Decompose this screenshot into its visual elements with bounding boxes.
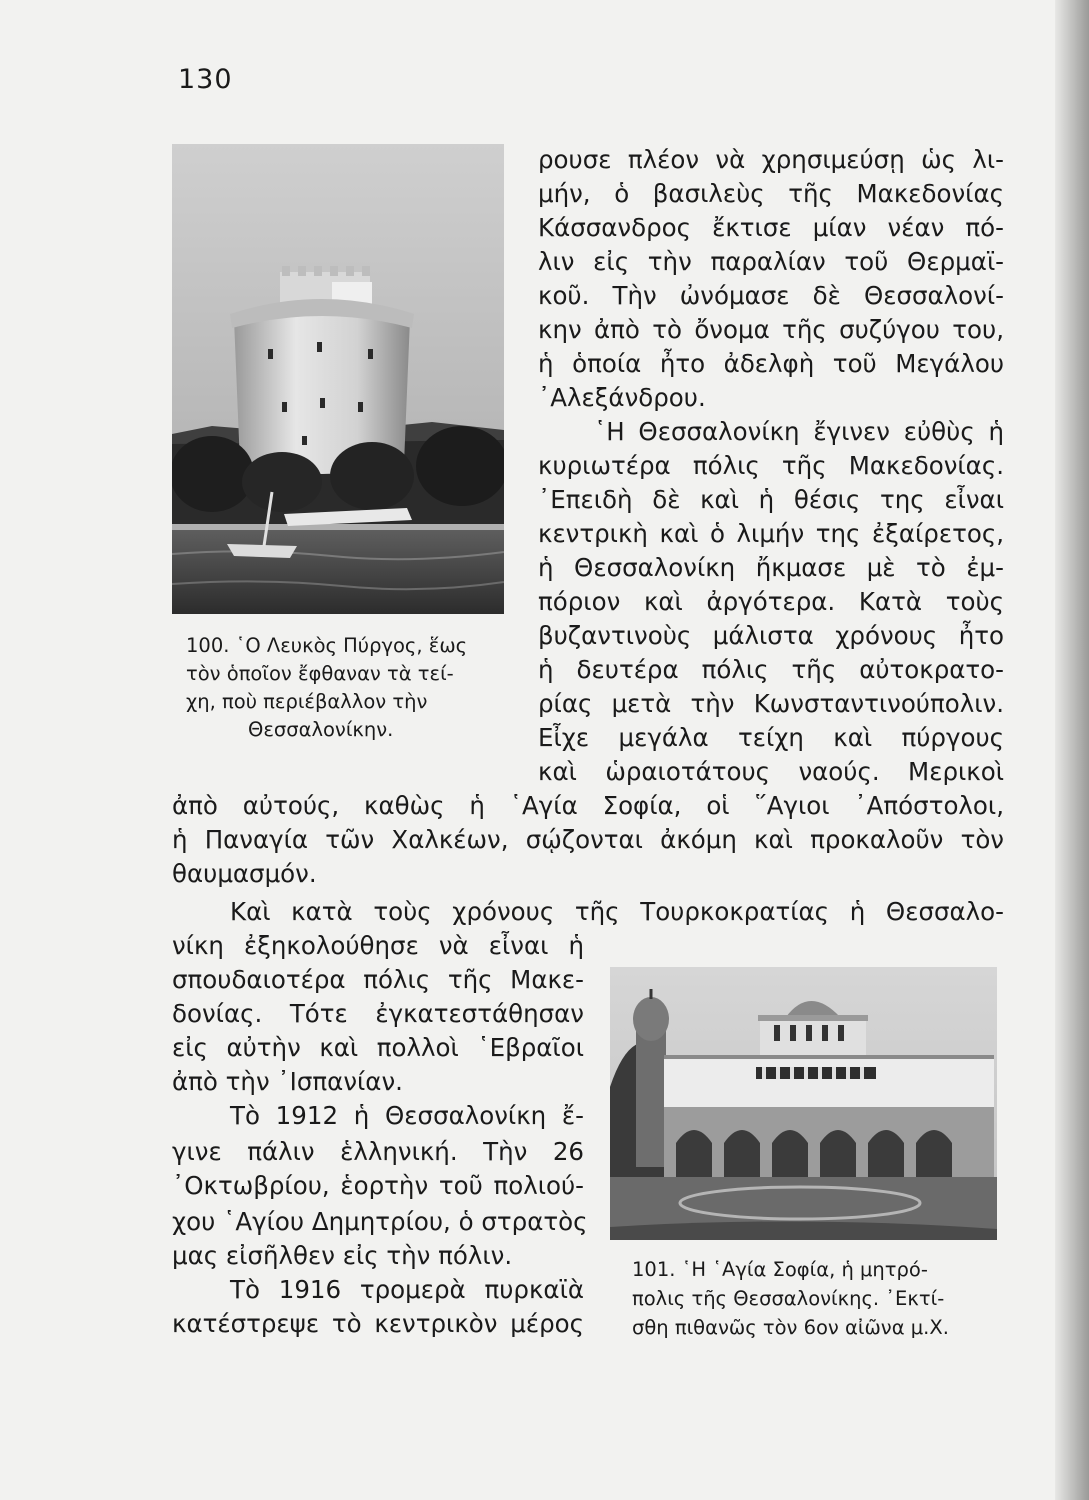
text-line: θαυμασμόν. <box>172 859 317 888</box>
hagia-sophia-photo <box>610 967 997 1240</box>
text-line: Τὸ 1916 τρομερὰ πυρκαϊὰ <box>230 1275 584 1304</box>
text-line: Κάσσανδρος ἔκτισε μίαν νέαν πό- <box>538 213 1004 242</box>
text-line: πόριον καὶ ἀργότερα. Κατὰ τοὺς <box>538 587 1004 616</box>
text-line: κην ἀπὸ τὸ ὄνομα τῆς συζύγου του, <box>538 315 1004 344</box>
text-line: ᾿Επειδὴ δὲ καὶ ἡ θέσις της εἶναι <box>538 485 1004 514</box>
text-line: ἀπὸ αὐτούς, καθὼς ἡ ῾Αγία Σοφία, οἱ ῞Αγιοι ᾿Απόστολοι, <box>172 791 1004 820</box>
figure-caption-101: σθη πιθανῶς τὸν 6ον αἰῶνα μ.Χ. <box>632 1316 949 1339</box>
page-number: 130 <box>178 64 233 95</box>
text-line: ἡ δευτέρα πόλις τῆς αὐτοκρατο- <box>538 655 1004 684</box>
text-line: κυριωτέρα πόλις τῆς Μακεδονίας. <box>538 451 1004 480</box>
page-edge-shadow <box>1055 0 1089 1500</box>
text-line: νίκη ἐξηκολούθησε νὰ εἶναι ἡ <box>172 931 584 960</box>
text-line: μας εἰσῆλθεν εἰς τὴν πόλιν. <box>172 1241 513 1270</box>
text-line: Καὶ κατὰ τοὺς χρόνους τῆς Τουρκοκρατίας ἡ Θεσσαλο- <box>230 897 1004 926</box>
text-line: δονίας. Τότε ἐγκατεστάθησαν <box>172 999 584 1028</box>
text-line: Εἶχε μεγάλα τείχη καὶ πύργους <box>538 723 1004 752</box>
text-line: γινε πάλιν ἑλληνική. Τὴν 26 <box>172 1137 584 1166</box>
text-line: ἡ Παναγία τῶν Χαλκέων, σῴζονται ἀκόμη καὶ προκαλοῦν τὸν <box>172 825 1004 854</box>
text-line: χου ῾Αγίου Δημητρίου, ὁ στρατὸς <box>172 1207 588 1236</box>
text-line: εἰς αὐτὴν καὶ πολλοὶ ῾Εβραῖοι <box>172 1033 584 1062</box>
figure-caption-101: πολις τῆς Θεσσαλονίκης. ᾿Εκτί- <box>632 1287 945 1310</box>
figure-caption-100: χη, ποὺ περιέβαλλον τὴν <box>186 690 428 713</box>
text-line: κατέστρεψε τὸ κεντρικὸν μέρος <box>172 1309 584 1338</box>
text-line: ρουσε πλέον νὰ χρησιμεύσῃ ὡς λι- <box>538 145 1004 174</box>
figure-caption-100: τὸν ὁποῖον ἔφθαναν τὰ τεί- <box>186 662 454 685</box>
text-line: σπουδαιοτέρα πόλις τῆς Μακε- <box>172 965 584 994</box>
text-line: βυζαντινοὺς μάλιστα χρόνους ἦτο <box>538 621 1004 650</box>
text-line: ρίας μετὰ τὴν Κωνσταντινούπολιν. <box>538 689 1004 718</box>
text-line: Τὸ 1912 ἡ Θεσσαλονίκη ἔ- <box>230 1101 584 1130</box>
text-line: ᾿Αλεξάνδρου. <box>538 383 706 412</box>
text-line: ᾿Οκτωβρίου, ἑορτὴν τοῦ πολιού- <box>172 1171 584 1200</box>
figure-caption-101: 101. ῾Η ῾Αγία Σοφία, ἡ μητρό- <box>632 1258 928 1281</box>
text-line: ἀπὸ τὴν ᾿Ισπανίαν. <box>172 1067 403 1096</box>
figure-caption-100: 100. ῾Ο Λευκὸς Πύργος, ἕως <box>186 634 468 657</box>
text-line: λιν εἰς τὴν παραλίαν τοῦ Θερμαϊ- <box>538 247 1004 276</box>
text-line: κεντρικὴ καὶ ὁ λιμήν της ἐξαίρετος, <box>538 519 1004 548</box>
text-line: κοῦ. Τὴν ὠνόμασε δὲ Θεσσαλονί- <box>538 281 1004 310</box>
text-line: ἡ Θεσσαλονίκη ἤκμασε μὲ τὸ ἐμ- <box>538 553 1004 582</box>
white-tower-photo <box>172 144 504 614</box>
text-line: μήν, ὁ βασιλεὺς τῆς Μακεδονίας <box>538 179 1004 208</box>
text-line: ῾Η Θεσσαλονίκη ἔγινεν εὐθὺς ἡ <box>594 417 1004 446</box>
text-line: καὶ ὡραιοτάτους ναούς. Μερικοὶ <box>538 757 1004 786</box>
figure-caption-100: Θεσσαλονίκην. <box>248 718 394 741</box>
text-line: ἡ ὁποία ἦτο ἀδελφὴ τοῦ Μεγάλου <box>538 349 1004 378</box>
